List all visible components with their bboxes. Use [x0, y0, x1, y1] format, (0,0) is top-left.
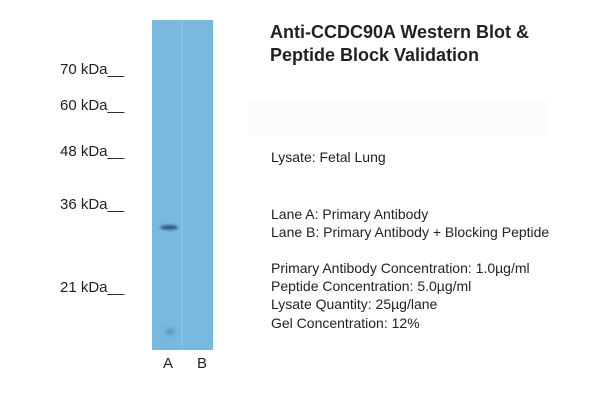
lane-a-description: Lane A: Primary Antibody	[271, 206, 429, 222]
marker-60kda: 60 kDa__	[60, 97, 125, 114]
marker-70kda: 70 kDa__	[60, 61, 125, 78]
title-line-1: Anti-CCDC90A Western Blot &	[270, 22, 530, 42]
marker-36kda: 36 kDa__	[60, 196, 125, 213]
marker-21kda: 21 kDa__	[60, 279, 125, 296]
marker-48kda: 48 kDa__	[60, 143, 125, 160]
lane-divider	[181, 20, 183, 350]
peptide-concentration: Peptide Concentration: 5.0µg/ml	[271, 278, 472, 294]
protein-band-lane-a	[160, 225, 178, 230]
lane-b-description: Lane B: Primary Antibody + Blocking Peptide	[271, 224, 550, 240]
lysate-quantity: Lysate Quantity: 25µg/lane	[271, 296, 438, 312]
gel-concentration: Gel Concentration: 12%	[271, 315, 420, 331]
lane-label-b: B	[197, 355, 208, 372]
primary-antibody-concentration: Primary Antibody Concentration: 1.0µg/ml	[271, 260, 530, 276]
faint-spot-lane-a	[165, 328, 175, 335]
lysate-text: Lysate: Fetal Lung	[271, 149, 386, 165]
background-box	[248, 100, 548, 135]
lane-label-a: A	[163, 355, 174, 372]
western-blot-membrane	[152, 20, 213, 350]
title-line-2: Peptide Block Validation	[270, 45, 480, 65]
